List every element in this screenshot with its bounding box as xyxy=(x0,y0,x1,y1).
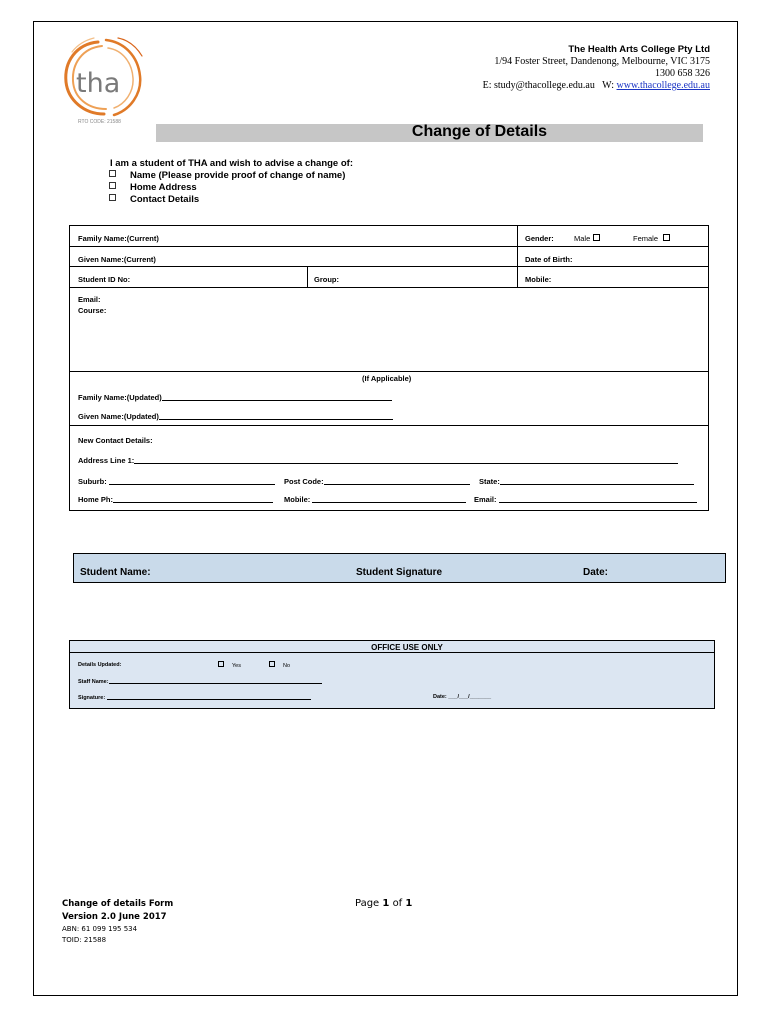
blank-line xyxy=(109,477,275,485)
org-header xyxy=(483,44,710,92)
yes-label: Yes xyxy=(232,663,241,669)
gender-female-option[interactable] xyxy=(633,234,670,243)
page-title: Change of Details xyxy=(411,123,548,140)
page-total: 1 xyxy=(405,898,413,909)
checkbox-icon xyxy=(109,170,116,177)
checkbox-icon xyxy=(663,234,670,241)
office-yes-option[interactable] xyxy=(218,661,241,669)
blank-line xyxy=(134,456,678,464)
email2-label: Email: xyxy=(474,495,497,504)
state-field[interactable] xyxy=(479,477,694,486)
blank-line xyxy=(113,495,273,503)
signature-date-label: Date: xyxy=(583,567,609,578)
col-divider xyxy=(517,226,518,287)
staff-name-label: Staff Name: xyxy=(78,679,109,685)
checkbox-icon xyxy=(593,234,600,241)
office-no-option[interactable] xyxy=(269,661,290,669)
mobile2-label: Mobile: xyxy=(284,495,311,504)
row-divider xyxy=(70,425,708,426)
blank-line xyxy=(162,393,392,401)
male-label: Male xyxy=(574,234,591,243)
blank-line xyxy=(499,495,697,503)
new-contact-label: New Contact Details: xyxy=(78,436,153,445)
option-name[interactable] xyxy=(109,170,345,181)
given-name-updated-field[interactable] xyxy=(78,412,393,421)
row-divider xyxy=(70,371,708,372)
footer-version: Version 2.0 June 2017 xyxy=(62,912,167,922)
org-website-link[interactable]: www.thacollege.edu.au xyxy=(616,80,710,91)
intro-text: I am a student of THA and wish to advise a change of: xyxy=(110,158,353,169)
title-banner xyxy=(156,124,703,142)
email-label: Email: xyxy=(78,295,101,304)
org-web-prefix: W: xyxy=(602,80,615,91)
footer-abn: ABN: 61 099 195 534 xyxy=(62,925,138,933)
mobile2-field[interactable] xyxy=(284,495,466,504)
post-code-label: Post Code: xyxy=(284,477,324,486)
female-label: Female xyxy=(633,234,659,243)
suburb-field[interactable] xyxy=(78,477,275,486)
row-divider xyxy=(70,287,708,288)
col-divider xyxy=(307,266,308,287)
blank-line xyxy=(159,412,393,420)
rto-code: RTO CODE: 21588 xyxy=(78,119,121,125)
row-divider xyxy=(70,266,708,267)
tha-logo xyxy=(58,36,148,120)
blank-line xyxy=(312,495,466,503)
address-line1-label: Address Line 1: xyxy=(78,456,135,465)
course-label: Course: xyxy=(78,306,107,315)
org-name: The Health Arts College Pty Ltd xyxy=(568,44,710,55)
address-line1-field[interactable] xyxy=(78,456,678,465)
office-date-label: Date: xyxy=(433,694,447,700)
blank-line xyxy=(107,694,311,700)
page-of: of xyxy=(392,898,403,909)
suburb-label: Suburb: xyxy=(78,477,107,486)
home-phone-label: Home Ph: xyxy=(78,495,114,504)
org-contact xyxy=(483,80,710,92)
checkbox-icon xyxy=(109,182,116,189)
option-label: Home Address xyxy=(130,182,197,193)
gender-label: Gender: xyxy=(525,234,554,243)
no-label: No xyxy=(283,663,291,669)
row-divider xyxy=(70,246,708,247)
student-name-label: Student Name: xyxy=(80,567,151,578)
checkbox-icon xyxy=(269,661,275,667)
blank-line xyxy=(109,678,322,684)
gender-male-option[interactable] xyxy=(574,234,600,243)
page-prefix: Page xyxy=(355,898,380,909)
family-name-current-label: Family Name:(Current) xyxy=(78,234,159,243)
office-date-blank: ___/___/_______ xyxy=(448,694,492,700)
page-num: 1 xyxy=(382,898,390,909)
option-label: Name (Please provide proof of change of name) xyxy=(130,170,346,181)
footer-toid: TOID: 21588 xyxy=(62,936,107,944)
if-applicable-label: (If Applicable) xyxy=(362,374,412,383)
family-name-updated-label: Family Name:(Updated) xyxy=(78,393,162,402)
option-home-address[interactable] xyxy=(109,182,197,193)
office-date-field[interactable] xyxy=(433,694,491,700)
student-signature-bar xyxy=(73,553,726,583)
org-address: 1/94 Foster Street, Dandenong, Melbourne, VIC 3175 xyxy=(494,56,710,67)
blank-line xyxy=(500,477,694,485)
mobile-label: Mobile: xyxy=(525,275,552,284)
given-name-current-label: Given Name:(Current) xyxy=(78,255,156,264)
checkbox-icon xyxy=(218,661,224,667)
office-signature-label: Signature: xyxy=(78,695,106,701)
svg-text:tha: tha xyxy=(76,68,121,99)
details-table xyxy=(69,225,709,511)
dob-label: Date of Birth: xyxy=(525,255,573,264)
footer-page-number xyxy=(355,898,412,909)
blank-line xyxy=(324,477,470,485)
family-name-updated-field[interactable] xyxy=(78,393,392,402)
footer-form-name: Change of details Form xyxy=(62,899,174,909)
student-signature-label: Student Signature xyxy=(356,567,443,578)
office-signature-field[interactable] xyxy=(78,694,311,701)
student-id-label: Student ID No: xyxy=(78,275,131,284)
org-email: E: study@thacollege.edu.au xyxy=(482,80,595,91)
home-phone-field[interactable] xyxy=(78,495,273,504)
state-label: State: xyxy=(479,477,500,486)
group-label: Group: xyxy=(314,275,339,284)
post-code-field[interactable] xyxy=(284,477,470,486)
email2-field[interactable] xyxy=(474,495,697,504)
option-contact-details[interactable] xyxy=(109,194,199,205)
office-divider xyxy=(70,652,714,653)
checkbox-icon xyxy=(109,194,116,201)
org-phone: 1300 658 326 xyxy=(655,68,710,79)
office-use-box xyxy=(69,640,715,709)
office-use-title: OFFICE USE ONLY xyxy=(371,643,443,652)
staff-name-field[interactable] xyxy=(78,678,322,685)
option-label: Contact Details xyxy=(130,194,200,205)
details-updated-label: Details Updated: xyxy=(78,662,122,668)
given-name-updated-label: Given Name:(Updated) xyxy=(78,412,159,421)
